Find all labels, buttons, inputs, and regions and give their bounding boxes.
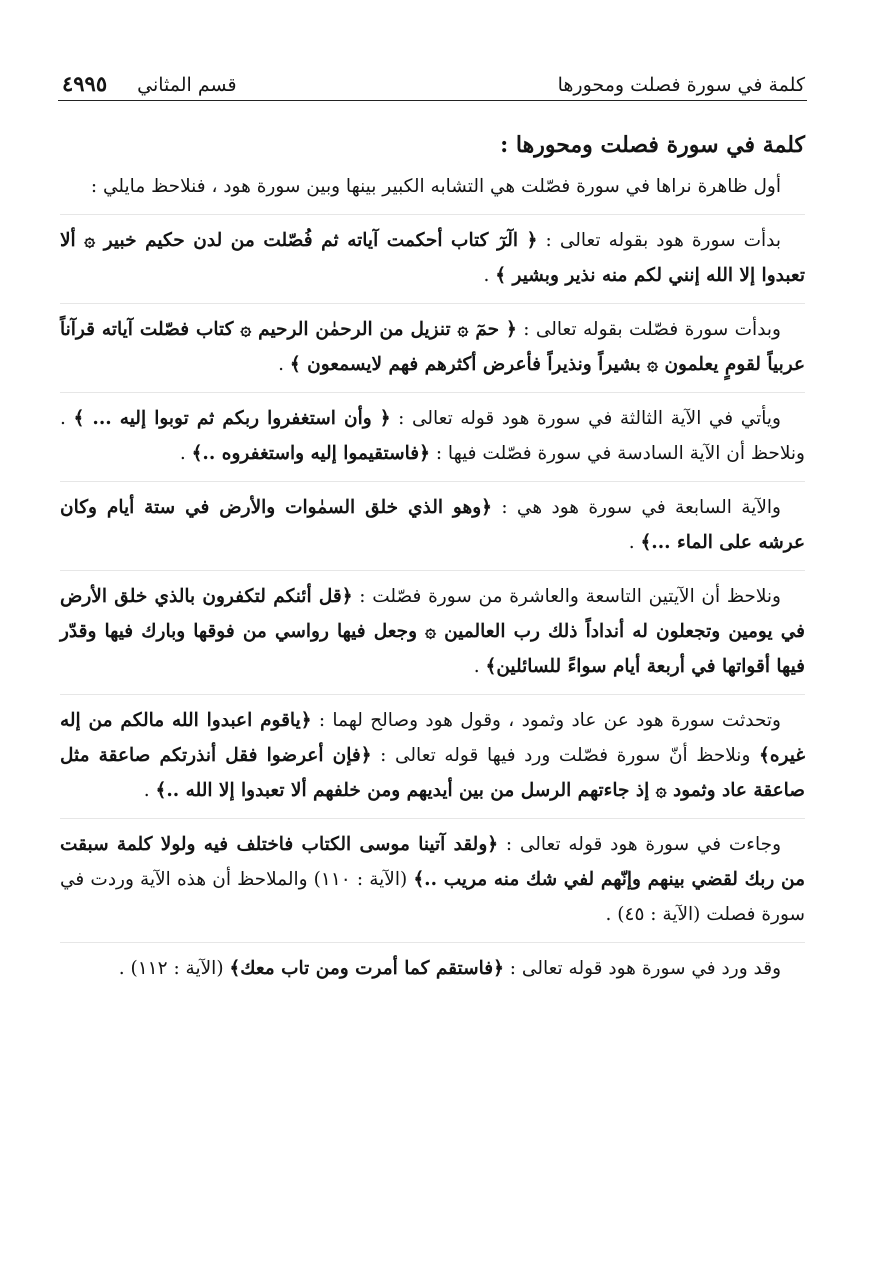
paragraph-8 [60, 818, 805, 932]
paragraph-text: أول ظاهرة نراها في سورة فصّلت هي التشابه الكبير بينها وبين سورة هود ، فنلاحظ مايلي : [90, 176, 781, 197]
paragraph-mid: . ونلاحظ أن الآية السادسة في سورة فصّلت فيها : [60, 408, 805, 464]
paragraph-lead: بدأت سورة هود بقوله تعالى : [537, 230, 781, 251]
paragraph-mid: ونلاحظ أنّ سورة فصّلت ورد فيها قوله تعالى : [371, 745, 760, 766]
paragraph-7 [60, 694, 805, 808]
paragraph-lead: وبدأت سورة فصّلت بقوله تعالى : [516, 319, 781, 340]
quran-quote: ﴿ حمٓ ۞ تنزيل من الرحمٰن الرحيم ۞ كتاب فصّلت آياته قرآناً عربياً لقومٍ يعلمون ۞ بشيراً ونذيراً فأعرض أكثرهم فهم لايسمعون ﴾ [60, 319, 805, 375]
paragraph-tail: . [143, 780, 156, 801]
quran-quote-2: ﴿فإن أعرضوا فقل أنذرتكم صاعقة مثل صاعقة عاد وثمود ۞ إذ جاءتهم الرسل من بين أيديهم ومن خلفهم ألا تعبدوا إلا الله ..﴾ [60, 745, 805, 801]
paragraph-tail: . [628, 532, 641, 553]
section-name: قسم المثاني [137, 74, 237, 96]
quran-quote: ﴿ وأن استغفروا ربكم ثم توبوا إليه ... ﴾ [73, 408, 391, 429]
paragraph-tail: . [473, 656, 486, 677]
quran-quote: ﴿فاستقم كما أمرت ومن تاب معك﴾ [229, 958, 504, 979]
paragraph-lead: ويأتي في الآية الثالثة في سورة هود قوله تعالى : [390, 408, 781, 429]
quran-quote-2: ﴿فاستقيموا إليه واستغفروه ..﴾ [191, 443, 430, 464]
paragraph-2 [60, 214, 805, 293]
paragraph-lead: والآية السابعة في سورة هود هي : [491, 497, 781, 518]
paragraph-9 [60, 942, 805, 986]
paragraph-3 [60, 303, 805, 382]
page-number: ٤٩٩٥ [62, 71, 108, 96]
running-title: كلمة في سورة فصلت ومحورها [557, 74, 805, 96]
quran-quote: ﴿ الٓرٓ كتاب أحكمت آياته ثم فُصّلت من لدن حكيم خبير ۞ ألا تعبدوا إلا الله إنني لكم منه نذير وبشير ﴾ [60, 230, 805, 286]
page-header [62, 56, 805, 96]
paragraph-lead: وقد ورد في سورة هود قوله تعالى : [503, 958, 781, 979]
paragraph-5 [60, 481, 805, 560]
header-rule [58, 100, 807, 101]
paragraph-1 [60, 169, 805, 204]
page-content [60, 128, 805, 996]
paragraph-lead: وتحدثت سورة هود عن عاد وثمود ، وقول هود وصالح لهما : [311, 710, 781, 731]
section-title: كلمة في سورة فصلت ومحورها : [500, 132, 805, 158]
paragraph-tail: . [179, 443, 192, 464]
quran-quote: ﴿وهو الذي خلق السمٰوات والأرض في ستة أيام وكان عرشه على الماء ...﴾ [60, 497, 805, 553]
paragraph-tail: (الآية : ١١٢) . [118, 958, 230, 979]
header-left-group [62, 71, 237, 96]
quran-quote: ﴿قل أئنكم لتكفرون بالذي خلق الأرض في يومين وتجعلون له أنداداً ذلك رب العالمين ۞ وجعل فيها رواسي من فوقها وبارك فيها وقدّر فيها أقواتها في أربعة أيام سواءً للسائلين﴾ [60, 586, 805, 677]
paragraph-lead: وجاءت في سورة هود قوله تعالى : [498, 834, 782, 855]
quran-quote: ﴿ولقد آتينا موسى الكتاب فاختلف فيه ولولا كلمة سبقت من ربك لقضي بينهم وإنّهم لفي شك منه مريب ..﴾ [60, 834, 806, 890]
paragraph-tail: (الآية : ١١٠) والملاحظ أن هذه الآية وردت في سورة فصلت (الآية : ٤٥) . [60, 869, 805, 925]
paragraph-lead: ونلاحظ أن الآيتين التاسعة والعاشرة من سورة فصّلت : [352, 586, 781, 607]
paragraph-tail: . [278, 354, 290, 375]
paragraph-6 [60, 570, 805, 684]
paragraph-tail: . [483, 265, 496, 286]
paragraph-4 [60, 392, 805, 471]
quran-quote: ﴿ياقوم اعبدوا الله مالكم من إله غيره﴾ [60, 710, 806, 766]
